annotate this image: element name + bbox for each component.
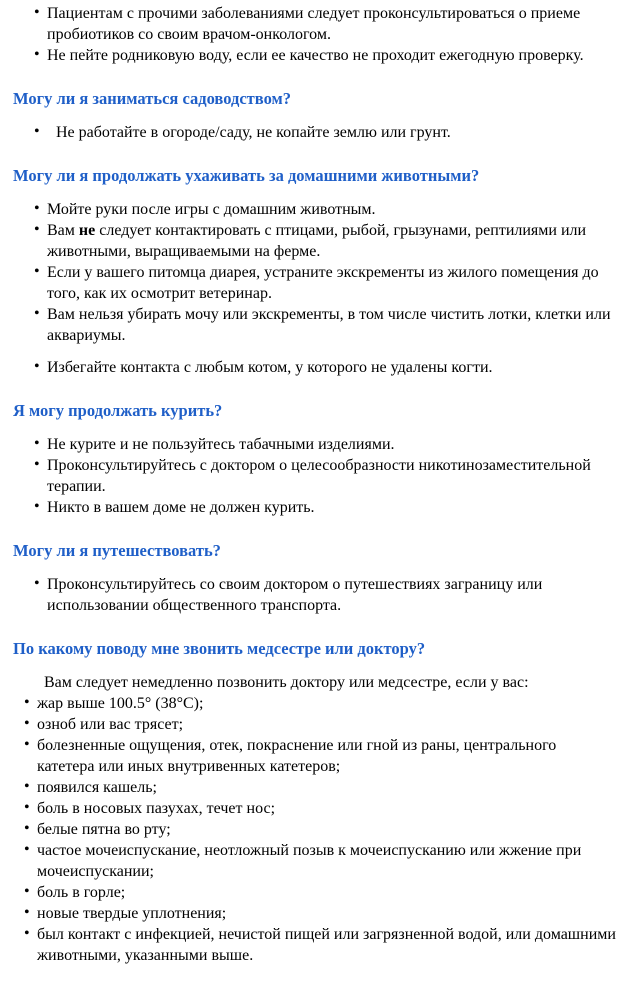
bullet-item [13, 924, 617, 966]
bullet-icon: • [34, 435, 40, 452]
bullet-icon: • [24, 820, 30, 837]
document-section [13, 89, 617, 143]
bullet-icon: • [24, 736, 30, 753]
section-heading: Могу ли я продолжать ухаживать за домашними животными? [13, 166, 480, 185]
bullet-item [13, 45, 617, 66]
bullet-text: Проконсультируйтесь с доктором о целесообразности никотинозаместительной терапии. [47, 457, 591, 495]
section-heading: Могу ли я путешествовать? [13, 541, 221, 560]
bullet-item [13, 777, 617, 798]
document-section [13, 401, 617, 518]
bullet-text: новые твердые уплотнения; [37, 905, 227, 922]
bullet-text: болезненные ощущения, отек, покраснение или гной из раны, центрального катетера или иных внутривенных катетеров; [37, 737, 557, 775]
bullet-text-run: следует контактировать с птицами, рыбой, грызунами, рептилиями или животными, выращиваемыми на ферме. [47, 222, 587, 260]
bullet-icon: • [34, 305, 40, 322]
intro-paragraph: Вам следует немедленно позвонить доктору или медсестре, если у вас: [44, 674, 529, 691]
bullet-icon: • [24, 925, 30, 942]
bullet-item [13, 798, 617, 819]
bullet-item [13, 574, 617, 616]
document-section [13, 639, 617, 966]
bullet-icon: • [24, 841, 30, 858]
bullet-item [13, 903, 617, 924]
bullet-item [13, 434, 617, 455]
bullet-item [13, 840, 617, 882]
bullet-text: Вам нельзя убирать мочу или экскременты, в том числе чистить лотки, клетки или аквариумы. [47, 306, 611, 344]
bullet-icon: • [24, 799, 30, 816]
bullet-item [13, 199, 617, 220]
bullet-list [13, 122, 617, 143]
bullet-list [13, 199, 617, 378]
bullet-text-run: не [78, 222, 96, 239]
bullet-text: был контакт с инфекцией, нечистой пищей или загрязненной водой, или домашними животными, указанными выше. [37, 926, 616, 964]
bullet-text: появился кашель; [37, 779, 157, 796]
bullet-text: Не работайте в огороде/саду, не копайте землю или грунт. [56, 124, 451, 141]
bullet-item [13, 735, 617, 777]
document-section [13, 541, 617, 616]
section-heading: Я могу продолжать курить? [13, 401, 223, 420]
bullet-icon: • [24, 694, 30, 711]
bullet-icon: • [34, 4, 40, 21]
bullet-text: частое мочеиспускание, неотложный позыв к мочеиспусканию или жжение при мочеиспускании; [37, 842, 582, 880]
bullet-text: Не курите и не пользуйтесь табачными изделиями. [47, 436, 395, 453]
bullet-list [13, 434, 617, 518]
bullet-icon: • [34, 200, 40, 217]
bullet-list [13, 3, 617, 66]
bullet-item [13, 455, 617, 497]
bullet-list [13, 574, 617, 616]
document-section [13, 166, 617, 378]
bullet-text: Не пейте родниковую воду, если ее качество не проходит ежегодную проверку. [47, 47, 584, 64]
bullet-item [13, 693, 617, 714]
bullet-text-run: Вам [47, 222, 79, 239]
bullet-icon: • [24, 778, 30, 795]
bullet-text: белые пятна во рту; [37, 821, 171, 838]
bullet-text: Избегайте контакта с любым котом, у которого не удалены когти. [47, 359, 493, 376]
bullet-text: Проконсультируйтесь со своим доктором о путешествиях заграницу или использовании общественного транспорта. [47, 576, 543, 614]
bullet-item [13, 122, 617, 143]
section-heading: По какому поводу мне звонить медсестре или доктору? [13, 639, 426, 658]
bullet-icon: • [34, 456, 40, 473]
bullet-icon: • [34, 123, 40, 140]
bullet-text: Если у вашего питомца диарея, устраните экскременты из жилого помещения до того, как их осмотрит ветеринар. [47, 264, 599, 302]
bullet-list [13, 693, 617, 966]
bullet-item [13, 357, 617, 378]
document-section [13, 3, 617, 66]
bullet-text: Пациентам с прочими заболеваниями следует проконсультироваться о приеме пробиотиков со своим врачом-онкологом. [47, 5, 581, 43]
bullet-item [13, 262, 617, 304]
bullet-text: Мойте руки после игры с домашним животным. [47, 201, 376, 218]
bullet-item [13, 819, 617, 840]
bullet-item [13, 714, 617, 735]
bullet-icon: • [34, 498, 40, 515]
bullet-item [13, 220, 617, 262]
bullet-icon: • [34, 358, 40, 375]
bullet-icon: • [34, 263, 40, 280]
bullet-item [13, 497, 617, 518]
bullet-item [13, 3, 617, 45]
bullet-icon: • [24, 715, 30, 732]
bullet-icon: • [24, 883, 30, 900]
bullet-icon: • [24, 904, 30, 921]
bullet-text: боль в горле; [37, 884, 126, 901]
bullet-icon: • [34, 575, 40, 592]
bullet-icon: • [34, 46, 40, 63]
bullet-item [13, 882, 617, 903]
bullet-text: озноб или вас трясет; [37, 716, 184, 733]
bullet-item [13, 304, 617, 346]
section-heading: Могу ли я заниматься садоводством? [13, 89, 291, 108]
bullet-text: боль в носовых пазухах, течет нос; [37, 800, 276, 817]
bullet-icon: • [34, 221, 40, 238]
bullet-text: жар выше 100.5° (38°C); [37, 695, 204, 712]
bullet-text: Никто в вашем доме не должен курить. [47, 499, 315, 516]
